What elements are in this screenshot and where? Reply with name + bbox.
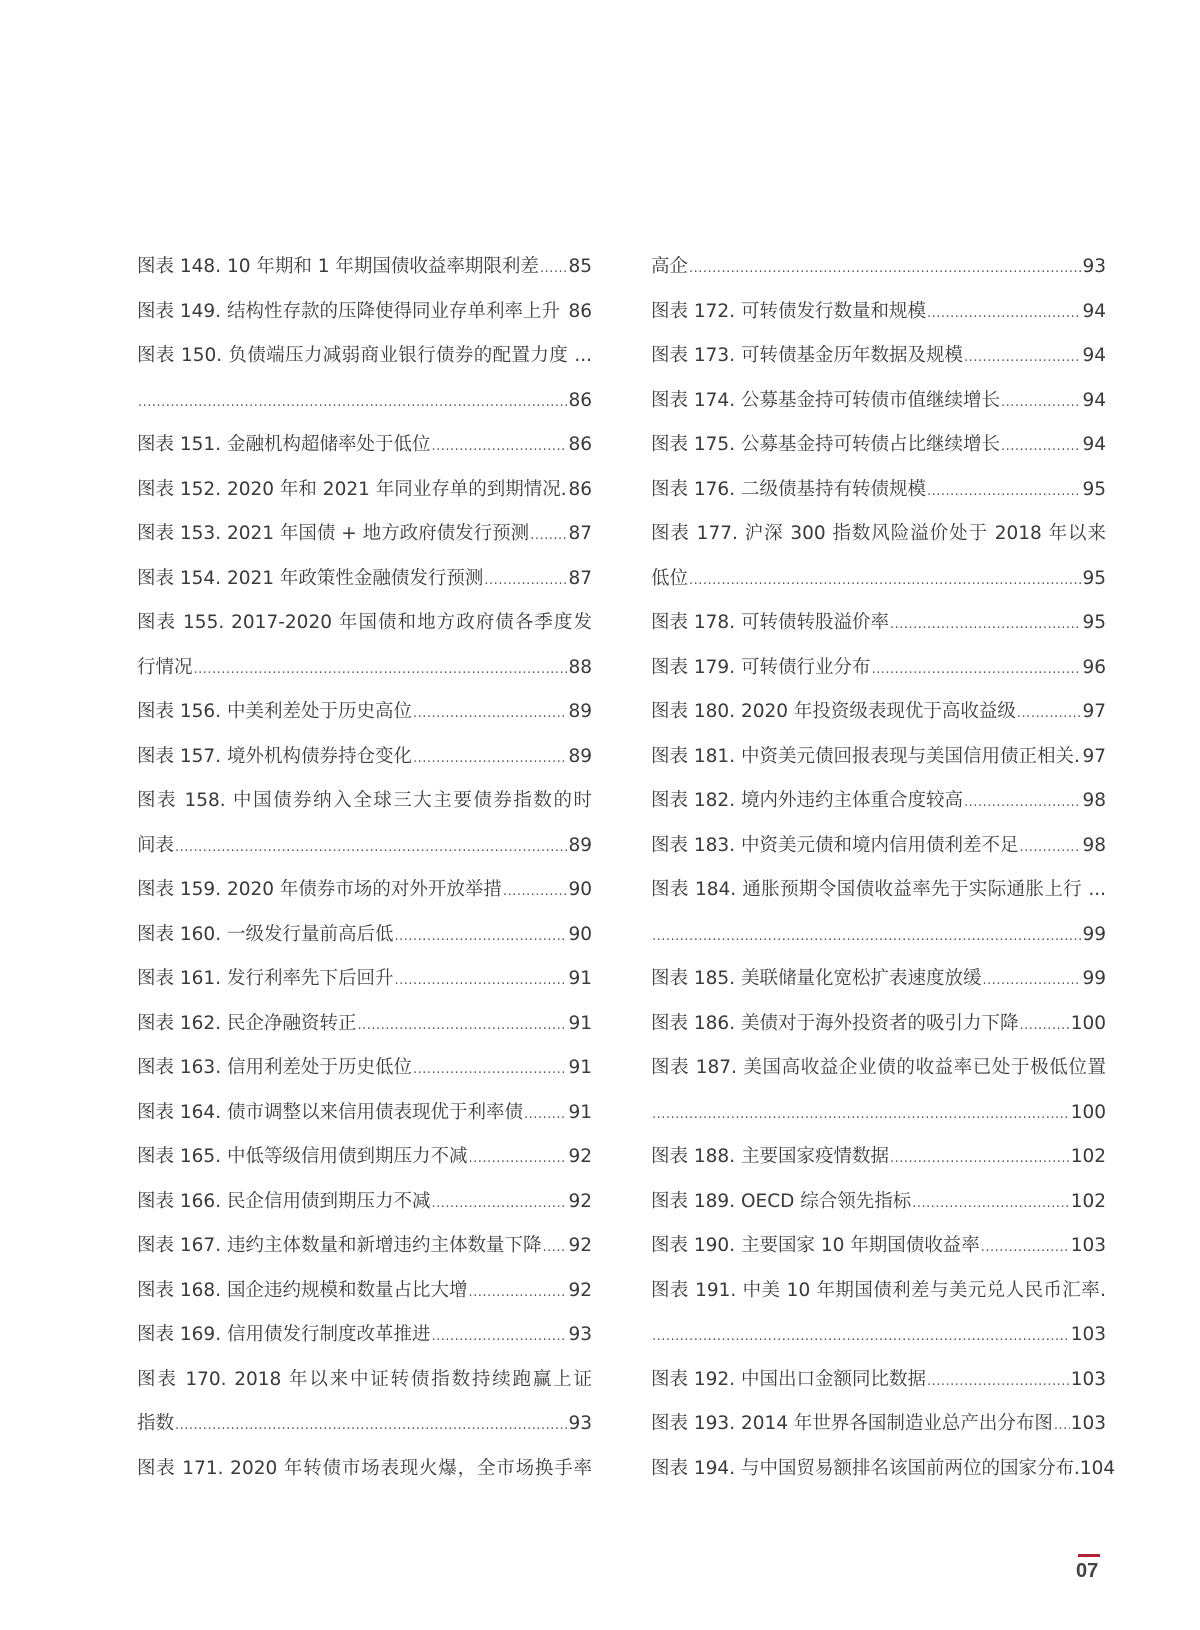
toc-entry[interactable] <box>651 690 1106 735</box>
toc-entry-page: 93 <box>1082 256 1106 277</box>
toc-leader-dots <box>912 1182 1069 1227</box>
toc-entry-title: 图表 151. 金融机构超储率处于低位 <box>137 434 431 455</box>
toc-leader-dots <box>927 292 1081 337</box>
toc-leader-dots <box>927 1360 1070 1405</box>
toc-entry-page: 102 <box>1070 1190 1106 1212</box>
toc-entry-title: 图表 156. 中美利差处于历史高位 <box>137 701 412 722</box>
toc-entry-page: 103 <box>1070 1413 1106 1434</box>
toc-leader-dots <box>890 603 1081 648</box>
toc-entry-page: 87 <box>568 523 592 544</box>
toc-entry-page: 102 <box>1070 1146 1106 1167</box>
toc-entry-title: 图表 166. 民企信用债到期压力不减 <box>137 1190 431 1212</box>
toc-leader-dots <box>484 559 567 604</box>
toc-entry-title: 图表 169. 信用债发行制度改革推进 <box>137 1324 431 1345</box>
toc-entry-title: 图表 179. 可转债行业分布 <box>651 656 871 678</box>
toc-leader-dots <box>1017 692 1082 737</box>
toc-entry[interactable] <box>137 824 592 869</box>
toc-entry-page: 103 <box>1070 1368 1106 1390</box>
toc-entry-title: 图表 176. 二级债基持有转债规模 <box>651 478 926 500</box>
toc-entry[interactable] <box>651 468 1106 513</box>
toc-entry-title: 图表 193. 2014 年世界各国制造业总产出分布图 <box>651 1413 1053 1434</box>
toc-entry-page: 96 <box>1082 656 1106 678</box>
toc-entry[interactable] <box>137 1224 592 1269</box>
toc-entry-title: 图表 194. 与中国贸易额排名该国前两位的国家分布. <box>651 1457 1080 1479</box>
toc-entry-page: 92 <box>568 1146 592 1167</box>
toc-entry[interactable] <box>651 557 1106 602</box>
toc-entry-title: 图表 155. 2017-2020 年国债和地方政府债各季度发 <box>137 612 592 633</box>
toc-entry-page: 89 <box>568 834 592 856</box>
toc-entry-title: 图表 161. 发行利率先下后回升 <box>137 968 394 989</box>
toc-entry-title: 图表 171. 2020 年转债市场表现火爆，全市场换手率 <box>137 1457 592 1479</box>
toc-entry-title: 图表 152. 2020 年和 2021 年同业存单的到期情况. <box>137 478 567 500</box>
toc-entry-page: 86 <box>568 434 592 455</box>
page-number-accent-bar <box>1078 1554 1100 1557</box>
toc-entry-title: 图表 192. 中国出口金额同比数据 <box>651 1368 926 1390</box>
toc-entry-title: 图表 165. 中低等级信用债到期压力不减 <box>137 1146 468 1167</box>
page-number: 07 <box>1076 1560 1099 1582</box>
toc-entry-page: 91 <box>568 1057 592 1078</box>
toc-entry[interactable] <box>651 290 1106 335</box>
toc-leader-dots <box>138 381 567 426</box>
toc-entry-title: 图表 188. 主要国家疫情数据 <box>651 1146 889 1167</box>
toc-entry-title: 图表 154. 2021 年政策性金融债发行预测 <box>137 567 484 589</box>
toc-entry[interactable] <box>651 334 1106 379</box>
toc-leader-dots <box>871 648 1081 693</box>
toc-entry-title: 图表 170. 2018 年以来中证转债指数持续跑赢上证 <box>137 1368 592 1390</box>
toc-entry-title: 图表 167. 违约主体数量和新增违约主体数量下降 <box>137 1235 542 1256</box>
toc-entry-title: 图表 158. 中国债券纳入全球三大主要债券指数的时 <box>137 790 592 811</box>
toc-entry[interactable] <box>651 423 1106 468</box>
toc-entry-title: 图表 180. 2020 年投资级表现优于高收益级 <box>651 701 1016 722</box>
toc-entry-title: 图表 190. 主要国家 10 年期国债收益率 <box>651 1235 980 1256</box>
toc-entry[interactable] <box>137 913 592 958</box>
toc-right-column <box>651 245 1116 1491</box>
toc-leader-dots <box>542 1226 567 1271</box>
toc-entry-page: 95 <box>1082 567 1106 589</box>
toc-entry[interactable] <box>651 1402 1106 1447</box>
toc-entry-title: 图表 184. 通胀预期令国债收益率先于实际通胀上行 ... <box>651 879 1106 900</box>
toc-entry[interactable] <box>137 512 592 557</box>
toc-leader-dots <box>1019 1004 1069 1049</box>
toc-leader-dots <box>652 915 1081 960</box>
toc-entry-title: 图表 153. 2021 年国债 + 地方政府债发行预测 <box>137 523 530 544</box>
toc-entry[interactable] <box>651 1091 1106 1136</box>
toc-entry[interactable] <box>651 779 1106 824</box>
toc-entry-page: 86 <box>568 478 592 500</box>
toc-leader-dots <box>468 1271 567 1316</box>
toc-leader-dots <box>652 1093 1070 1138</box>
toc-entry-title: 图表 164. 债市调整以来信用债表现优于利率债 <box>137 1101 523 1123</box>
toc-entry[interactable] <box>137 601 592 646</box>
toc-entry-page: 98 <box>1082 834 1106 856</box>
toc-entry-title: 图表 157. 境外机构债券持仓变化 <box>137 745 412 767</box>
toc-leader-dots <box>927 470 1081 515</box>
toc-entry-title: 行情况 <box>137 656 193 678</box>
toc-entry-page: 91 <box>568 1012 592 1034</box>
toc-leader-dots <box>964 781 1081 826</box>
toc-leader-dots <box>413 692 567 737</box>
toc-leader-dots <box>981 1226 1070 1271</box>
toc-entry[interactable] <box>137 1447 592 1492</box>
toc-entry-page: 92 <box>568 1279 592 1301</box>
toc-entry[interactable] <box>651 1224 1106 1269</box>
toc-entry-title: 图表 168. 国企违约规模和数量占比大增 <box>137 1279 468 1301</box>
toc-leader-dots <box>964 336 1081 381</box>
toc-entry-title: 图表 148. 10 年期和 1 年期国债收益率期限利差 <box>137 256 539 277</box>
toc-entry-title: 图表 175. 公募基金持可转债占比继续增长 <box>651 434 1000 455</box>
toc-leader-dots <box>503 870 568 915</box>
toc-leader-dots <box>1001 381 1081 426</box>
toc-entry-title: 图表 182. 境内外违约主体重合度较高 <box>651 790 963 811</box>
toc-leader-dots <box>1054 1404 1070 1449</box>
toc-leader-dots <box>413 1048 567 1093</box>
toc-entry-title: 图表 159. 2020 年债券市场的对外开放举措 <box>137 879 502 900</box>
toc-entry[interactable] <box>651 601 1106 646</box>
toc-entry-page: 86 <box>568 389 592 411</box>
toc-entry[interactable] <box>651 868 1106 913</box>
toc-entry-page: 89 <box>568 701 592 722</box>
toc-leader-dots <box>689 247 1081 292</box>
toc-entry-page: 87 <box>568 567 592 589</box>
toc-entry[interactable] <box>137 379 592 424</box>
toc-entry-page: 94 <box>1082 345 1106 366</box>
toc-entry[interactable] <box>137 1180 592 1225</box>
toc-entry[interactable] <box>137 1313 592 1358</box>
toc-leader-dots <box>431 1182 567 1227</box>
toc-leader-dots <box>394 915 567 960</box>
toc-entry[interactable] <box>651 1447 1116 1492</box>
toc-entry-page: 91 <box>568 968 592 989</box>
toc-leader-dots <box>1019 826 1081 871</box>
toc-entry-page: 100 <box>1070 1012 1106 1034</box>
toc-leader-dots <box>175 826 567 871</box>
toc-entry-page: 89 <box>568 745 592 767</box>
toc-entry-page: 86 <box>568 300 592 322</box>
toc-leader-dots <box>357 1004 567 1049</box>
toc-entry[interactable] <box>651 1135 1106 1180</box>
toc-leader-dots <box>394 959 567 1004</box>
toc-entry[interactable] <box>137 1002 592 1047</box>
toc-entry[interactable] <box>137 290 592 335</box>
toc-entry[interactable] <box>137 735 592 780</box>
toc-entry-page: 95 <box>1082 612 1106 633</box>
toc-entry[interactable] <box>651 735 1106 780</box>
toc-entry[interactable] <box>651 646 1106 691</box>
toc-entry[interactable] <box>651 1313 1106 1358</box>
toc-leader-dots <box>530 514 567 559</box>
toc-leader-dots <box>524 1093 567 1138</box>
toc-entry-title: 图表 174. 公募基金持可转债市值继续增长 <box>651 389 1000 411</box>
toc-entry-page: 91 <box>568 1101 592 1123</box>
toc-entry-page: 90 <box>568 879 592 900</box>
toc-entry[interactable] <box>137 1091 592 1136</box>
toc-leader-dots <box>431 425 567 470</box>
toc-entry-title: 高企 <box>651 256 689 277</box>
toc-entry[interactable] <box>137 1269 592 1314</box>
toc-entry[interactable] <box>137 779 592 824</box>
toc-entry-title: 图表 185. 美联储量化宽松扩表速度放缓 <box>651 968 982 989</box>
toc-entry[interactable] <box>137 334 592 379</box>
toc-leader-dots <box>890 1137 1070 1182</box>
toc-entry-page: 103 <box>1070 1235 1106 1256</box>
toc-entry-page: 103 <box>1070 1324 1106 1345</box>
toc-entry-title: 图表 163. 信用利差处于历史低位 <box>137 1057 412 1078</box>
toc-entry[interactable] <box>137 1358 592 1403</box>
toc-leader-dots <box>689 559 1081 604</box>
toc-entry-page: 94 <box>1082 434 1106 455</box>
toc-entry-page: 94 <box>1082 300 1106 322</box>
toc-entry-page: 94 <box>1082 389 1106 411</box>
toc-entry-page: 97 <box>1082 745 1106 767</box>
toc-entry-page: 92 <box>568 1190 592 1212</box>
toc-entry[interactable] <box>651 1046 1106 1091</box>
toc-leader-dots <box>982 959 1081 1004</box>
toc-entry[interactable] <box>137 1402 592 1447</box>
toc-entry-title: 图表 173. 可转债基金历年数据及规模 <box>651 345 963 366</box>
toc-entry-title: 图表 149. 结构性存款的压降使得同业存单利率上升 <box>137 300 560 322</box>
toc-entry-page: 85 <box>568 256 592 277</box>
toc-entry[interactable] <box>651 1002 1106 1047</box>
toc-entry[interactable] <box>137 868 592 913</box>
toc-entry-title: 图表 183. 中资美元债和境内信用债利差不足 <box>651 834 1019 856</box>
toc-entry[interactable] <box>651 1358 1106 1403</box>
toc-entry-page: 93 <box>568 1413 592 1434</box>
toc-entry-title: 图表 150. 负债端压力减弱商业银行债券的配置力度 ... <box>137 345 592 366</box>
toc-leader-dots <box>540 247 568 292</box>
toc-entry[interactable] <box>651 245 1106 290</box>
toc-entry-page: 95 <box>1082 478 1106 500</box>
toc-entry-title: 图表 172. 可转债发行数量和规模 <box>651 300 926 322</box>
toc-entry-title: 指数 <box>137 1413 175 1434</box>
toc-entry-title: 图表 181. 中资美元债回报表现与美国信用债正相关. <box>651 745 1080 767</box>
toc-entry-title: 图表 162. 民企净融资转正 <box>137 1012 357 1034</box>
toc-entry-page: 98 <box>1082 790 1106 811</box>
toc-entry-page: 99 <box>1082 968 1106 989</box>
toc-entry[interactable] <box>651 379 1106 424</box>
toc-entry[interactable] <box>651 824 1106 869</box>
toc-entry-title: 图表 177. 沪深 300 指数风险溢价处于 2018 年以来 <box>651 523 1106 544</box>
toc-leader-dots <box>413 737 567 782</box>
toc-entry[interactable] <box>137 957 592 1002</box>
toc-entry[interactable] <box>651 512 1106 557</box>
toc-entry[interactable] <box>137 423 592 468</box>
toc-entry-title: 间表 <box>137 834 175 856</box>
toc-entry-page: 90 <box>568 923 592 945</box>
toc-entry-page: 93 <box>568 1324 592 1345</box>
toc-entry-title: 图表 191. 中美 10 年期国债利差与美元兑人民币汇率. <box>651 1279 1106 1301</box>
toc-leader-dots <box>175 1404 567 1449</box>
toc-entry-title: 图表 189. OECD 综合领先指标 <box>651 1190 912 1212</box>
toc-entry[interactable] <box>651 913 1106 958</box>
toc-entry[interactable] <box>651 1269 1106 1314</box>
toc-entry[interactable] <box>651 957 1106 1002</box>
toc-leader-dots <box>1001 425 1081 470</box>
toc-entry-page: 92 <box>568 1235 592 1256</box>
toc-entry-title: 图表 187. 美国高收益企业债的收益率已处于极低位置 <box>651 1057 1106 1078</box>
toc-entry-page: 88 <box>568 656 592 678</box>
toc-left-column <box>137 245 592 1491</box>
toc-entry[interactable] <box>137 468 592 513</box>
toc-entry-title: 图表 186. 美债对于海外投资者的吸引力下降 <box>651 1012 1019 1034</box>
toc-entry-page: 97 <box>1082 701 1106 722</box>
toc-entry[interactable] <box>137 557 592 602</box>
toc-entry[interactable] <box>137 1135 592 1180</box>
toc-entry[interactable] <box>137 245 592 290</box>
toc-leader-dots <box>194 648 568 693</box>
toc-leader-dots <box>652 1315 1070 1360</box>
toc-leader-dots <box>468 1137 567 1182</box>
toc-entry-title: 低位 <box>651 567 689 589</box>
toc-leader-dots <box>431 1315 567 1360</box>
toc-entry[interactable] <box>137 1046 592 1091</box>
toc-entry-page: 100 <box>1070 1101 1106 1123</box>
toc-entry-title: 图表 178. 可转债转股溢价率 <box>651 612 889 633</box>
toc-entry[interactable] <box>137 646 592 691</box>
toc-entry[interactable] <box>651 1180 1106 1225</box>
toc-entry-page: 104 <box>1079 1457 1116 1479</box>
toc-entry[interactable] <box>137 690 592 735</box>
toc-entry-page: 99 <box>1082 923 1106 945</box>
toc-entry-title: 图表 160. 一级发行量前高后低 <box>137 923 394 945</box>
